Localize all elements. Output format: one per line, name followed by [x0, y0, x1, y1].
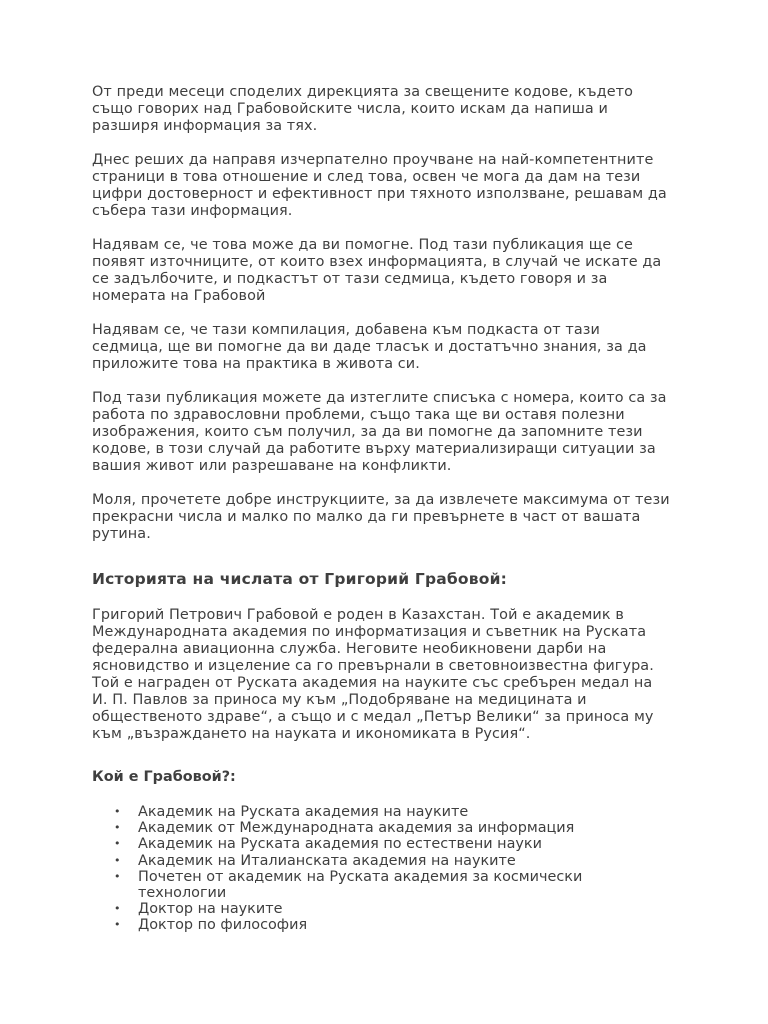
bullet-icon: •	[114, 902, 121, 916]
list-item-text: Академик на Руската академия на науките	[138, 804, 469, 820]
bullet-icon: •	[114, 918, 121, 932]
bullet-icon: •	[114, 869, 121, 883]
intro-paragraph-4: Надявам се, че тази компилация, добавена към подкаста от тази седмица, ще ви помогне да ви даде тласък и достатъчно знания, за да приложите това на практика в живота си.	[92, 322, 647, 372]
intro-paragraph-1: От преди месеци споделих дирекцията за свещените кодове, където също говорих над Грабовойските числа, които искам да напиша и разширя информация за тях.	[92, 84, 634, 134]
list-item	[114, 852, 672, 869]
bullet-icon: •	[114, 805, 121, 818]
section-heading: Историята на числата от Григорий Грабовой:	[92, 570, 508, 588]
who-is-subheading: Кой е Грабовой?:	[92, 769, 236, 785]
bullet-icon: •	[114, 821, 121, 835]
list-item-text: Академик от Международната академия за информация	[138, 820, 575, 837]
intro-paragraph-5: Под тази публикация можете да изтеглите списъка с номера, които са за работа по здравословни проблеми, също така ще ви оставя полезни изображения, които съм получил, за да ви помогне да запомните тези кодове, в този случай да работите върху материализиращи ситуации за вашия живот или разрешаване на конфликти.	[92, 390, 667, 474]
bullet-icon: •	[114, 837, 121, 851]
intro-paragraph-2: Днес реших да направя изчерпателно проучване на най-компетентните страници в това отношение и след това, освен че мога да дам на тези цифри достоверност и ефективност при тяхното използване, решавам да събера тази информация.	[92, 152, 667, 219]
list-item-text: Почетен от академик на Руската академия за космически технологии	[138, 868, 583, 902]
intro-paragraph-3: Надявам се, че това може да ви помогне. Под тази публикация ще се появят източниците, от които взех информацията, в случай че искате да се задълбочите, и подкастът от тази седмица, където говоря и за номерата на Грабовой	[92, 237, 662, 304]
list-item-text: Доктор на науките	[138, 901, 283, 918]
list-item	[114, 804, 672, 820]
bio-paragraph: Григорий Петрович Грабовой е роден в Казахстан. Той е академик в Международната академия по информатизация и съветник на Руската федерална авиационна служба. Неговите необикновени дарби на ясновидство и изцеление са го превърнали в световноизвестна фигура. Той е награден от Руската академия на науките със сребърен медал на И. П. Павлов за приноса му към „Подобряване на медицината и общественото здраве“, а също и с медал „Петър Велики“ за приноса му към „възраждането на науката и икономиката в Русия“.	[92, 607, 654, 742]
list-item-text: Доктор по философия	[138, 917, 308, 934]
list-item-text: Академик на Руската академия по естествени науки	[138, 836, 542, 853]
list-item	[114, 901, 672, 918]
document-page	[92, 84, 672, 934]
list-item-text: Академик на Италианската академия на науките	[138, 852, 516, 869]
intro-paragraph-6: Моля, прочетете добре инструкциите, за да извлечете максимума от тези прекрасни числа и малко по малко да ги превърнете в част от вашата рутина.	[92, 492, 670, 542]
bullet-icon: •	[114, 853, 121, 867]
list-item	[114, 917, 672, 934]
list-item	[114, 836, 672, 853]
titles-list	[92, 804, 672, 934]
list-item	[114, 820, 672, 837]
list-item	[114, 868, 672, 902]
